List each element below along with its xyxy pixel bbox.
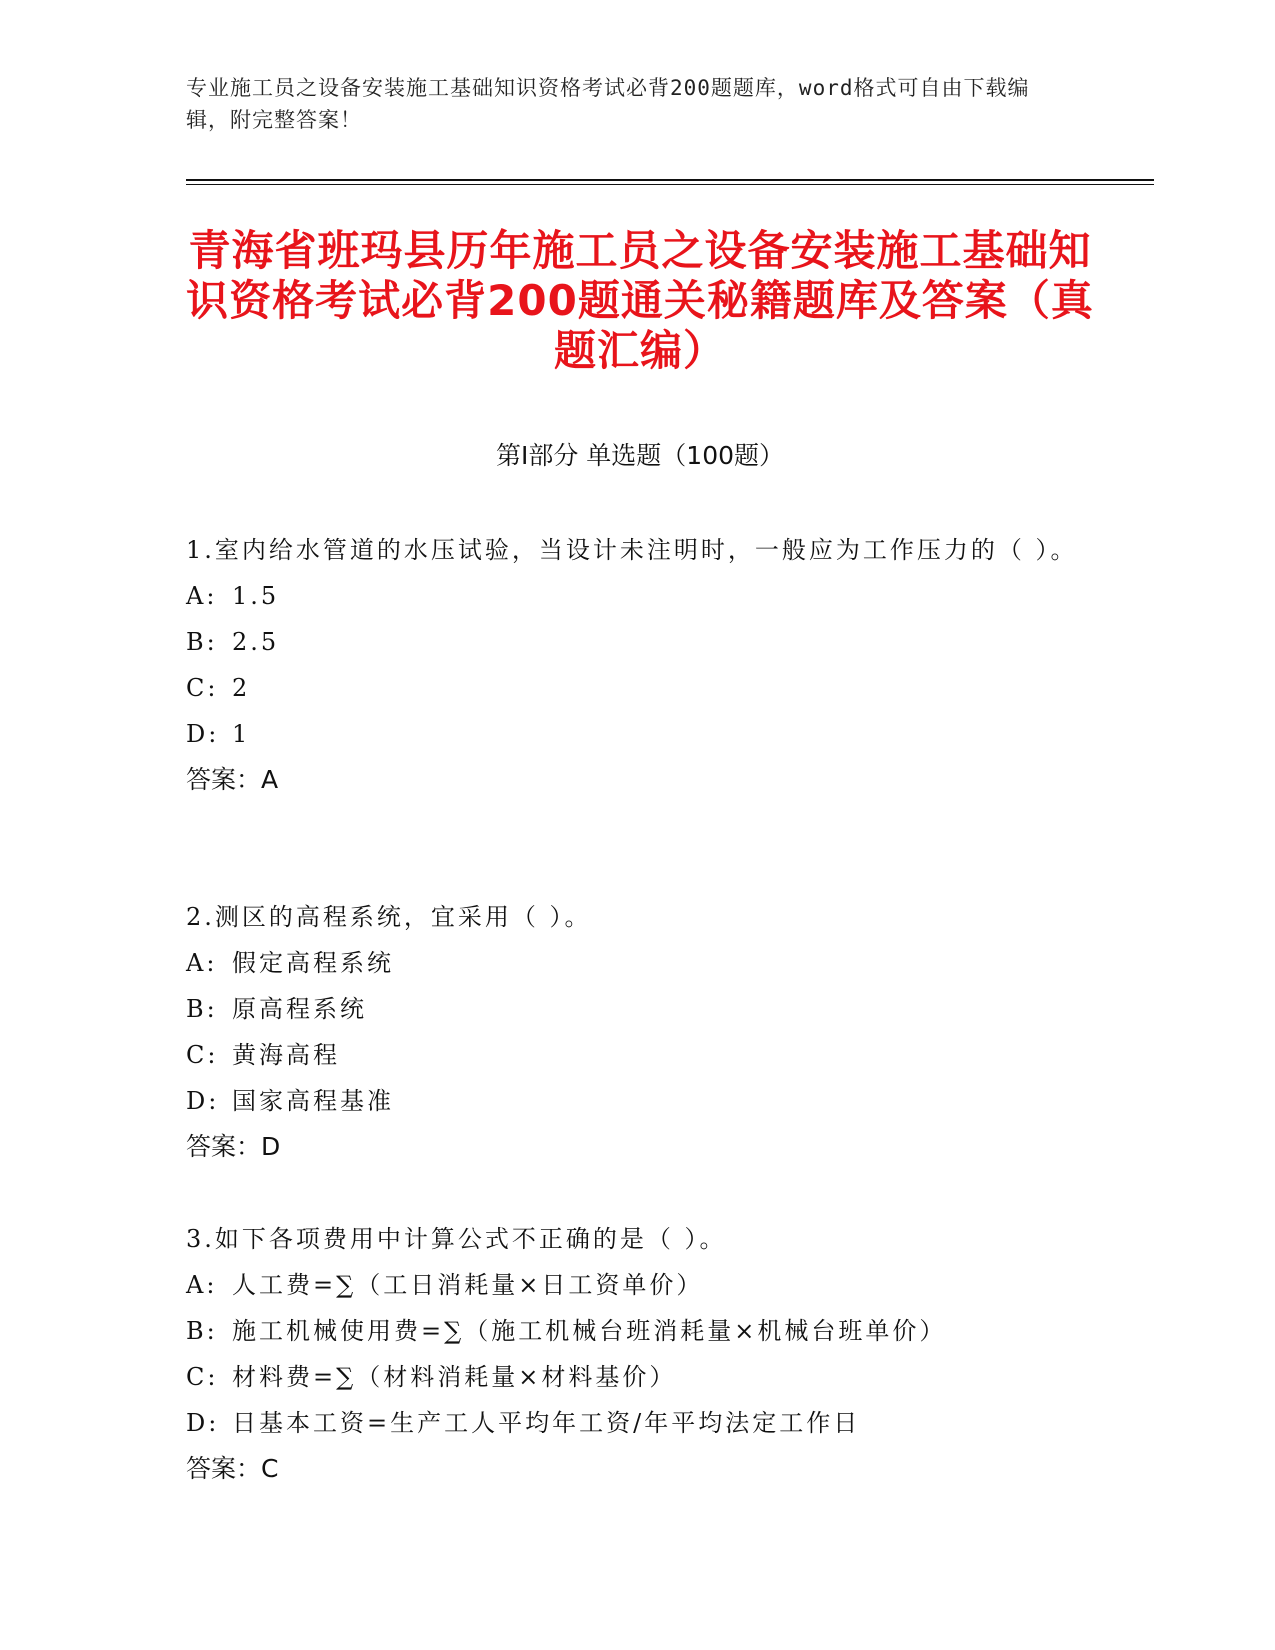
option-a (186, 573, 1086, 619)
option-letter: B: (186, 995, 218, 1023)
option-d (186, 1078, 1086, 1124)
option-text: 黄海高程 (232, 1041, 340, 1069)
option-c (186, 1354, 1086, 1400)
option-text: 施工机械使用费=∑（施工机械台班消耗量×机械台班单价） (232, 1317, 947, 1345)
option-text: 原高程系统 (232, 995, 367, 1023)
option-text: 假定高程系统 (232, 949, 394, 977)
option-letter: C: (186, 1363, 219, 1391)
header-rule-thick (186, 179, 1154, 181)
option-text: 2 (232, 674, 251, 702)
question-1 (186, 527, 1086, 803)
question-2 (186, 894, 1086, 1170)
question-3 (186, 1216, 1086, 1492)
option-text: 人工费=∑（工日消耗量×日工资单价） (232, 1271, 704, 1299)
option-text: 1 (232, 720, 251, 748)
option-c (186, 1032, 1086, 1078)
option-b (186, 986, 1086, 1032)
option-letter: B: (186, 1317, 218, 1345)
option-letter: D: (186, 720, 220, 748)
option-letter: A: (186, 582, 218, 610)
option-d (186, 711, 1086, 757)
option-a (186, 940, 1086, 986)
option-text: 国家高程基准 (232, 1087, 394, 1115)
option-text: 2.5 (232, 628, 280, 656)
header-note: 专业施工员之设备安装施工基础知识资格考试必背200题题库，word格式可自由下载编辑，附完整答案！ (186, 76, 1030, 132)
option-letter: B: (186, 628, 218, 656)
option-d (186, 1400, 1086, 1446)
option-text: 日基本工资=生产工人平均年工资/年平均法定工作日 (232, 1409, 861, 1437)
option-a (186, 1262, 1086, 1308)
answer: 答案：D (186, 1132, 281, 1161)
question-stem: 1.室内给水管道的水压试验，当设计未注明时，一般应为工作压力的（ ）。 (186, 536, 1078, 564)
option-letter: D: (186, 1087, 220, 1115)
option-letter: A: (186, 949, 218, 977)
question-stem: 2.测区的高程系统，宜采用（ ）。 (186, 903, 592, 931)
answer: 答案：A (186, 765, 279, 794)
document-title: 青海省班玛县历年施工员之设备安装施工基础知识资格考试必背200题通关秘籍题库及答案（真题汇编） (186, 226, 1094, 375)
question-stem: 3.如下各项费用中计算公式不正确的是（ ）。 (186, 1225, 727, 1253)
option-letter: A: (186, 1271, 218, 1299)
option-b (186, 1308, 1086, 1354)
option-c (186, 665, 1086, 711)
option-text: 材料费=∑（材料消耗量×材料基价） (232, 1363, 677, 1391)
section-title: 第Ⅰ部分 单选题（100题） (495, 441, 785, 470)
answer: 答案：C (186, 1454, 279, 1483)
option-letter: D: (186, 1409, 220, 1437)
option-letter: C: (186, 674, 219, 702)
option-text: 1.5 (232, 582, 280, 610)
header-rule-thin (186, 184, 1154, 185)
option-b (186, 619, 1086, 665)
option-letter: C: (186, 1041, 219, 1069)
